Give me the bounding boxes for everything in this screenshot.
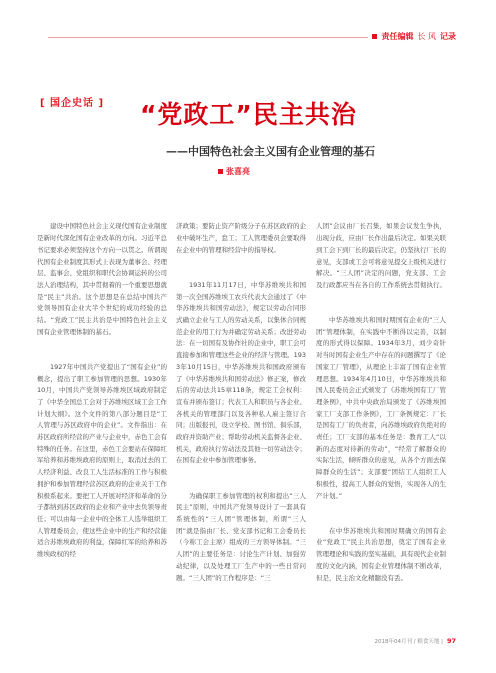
paragraph: 中华苏维埃共和国时期国有企业的“三人团”管理体制，在实践中不断得以完善，以制度的形式得以保障。1934年3月，刘少奇针对当时国有企业生产中存在的问题撰写了《论国家工厂管理》，从理论上丰富了国有企业管理思想。1934年4月10日，中华苏维埃共和国人民委员会正式颁发了《苏维埃国有工厂管理条例》，中共中央政治局颁发了《苏维埃国家工厂支部工作条例》，工厂条例规定：厂长是国有工厂的负责者，向苏维埃政府负绝对的责任；工厂支部的基本任务是：教育工人“以新的态度对待新的劳动”，“经常了解群众的实际生活，倾听群众的意见，从各个方面去保障群众的生活”；支部要“团结工人组织工人积极性，提高工人群众的觉悟，实现各人的生产计划。” [316, 316, 446, 500]
paragraph: 1931年11月17日，中华苏维埃共和国第一次全国苏维埃工农兵代表大会通过了《中华苏维埃共和国劳动法》，规定以劳动合同形式确立企业与工人的劳动关系，以集体合同规范企业的用工行为并确定劳动关系；改进劳动法：在一切国有及协作社的企业中，职工会可直接参加和管理这些企业的经济与管理。1933年10月15日，中华苏维埃共和国政府颁布了《中华苏维埃共和国劳动法》修正案，修改后的劳动法共15章118条，规定工会权利：宣布并颁布签订；代表工人和职员与各企业、各机关的管理部门以及各种私人雇主签订合同；出版报刊，设立学校、图书馆、俱乐部，政府并资助产业；帮助劳动机关监督各企业、机关，政府执行劳动法及其他一切劳动法令；在国有企业中参加管理事务。 [176, 280, 306, 465]
author-name: 张喜亮 [226, 167, 250, 176]
text-column-3 [316, 198, 446, 596]
issue-label: 2018年04月刊 / 粮食天地 | [374, 639, 443, 645]
header-bullet-icon [372, 34, 377, 39]
header-column: 记录 [440, 32, 456, 41]
article-subtitle: ——中国特色社会主义国有企业管理的基石 [166, 145, 375, 158]
column-tag: [ 国企史话 ] [40, 98, 105, 109]
running-header [368, 30, 456, 43]
paragraph: 济政策；要防止资产阶级分子在苏区政府的企业中破坏生产，怠工；工人管理委员会要取得在企业中的管理和经营中的指导权。 [176, 222, 306, 254]
text-column-2 [176, 198, 306, 596]
page-footer [375, 637, 457, 645]
byline-bullet-icon [218, 169, 223, 174]
paragraph: 在中华苏维埃共和国时期确立的国有企业“党政工”民主共治思想，奠定了国有企业管理理论和实践的坚实基础，具有现代企业制度的文化内涵，国有企业管理体制不断改革，但是，民主治文化精髓没有丢。 [316, 526, 446, 582]
paragraph: 1927年中国共产党提出了“国有企业”的概念，提出了职工参加管理的思想。1930年10月，中国共产党领导苏维埃区域政府制定了《中华全国总工会对于苏维埃区域工会工作计划大纲》。这个文件的第八部分题目是“工人管理与苏区政府中的企业”。文件指出：在苏区政府所经营的产业与企业中，赤色工会有特殊的任务。在这里，赤色工会要站在保障红军给养和苏维埃政府的原则上，取消过去的工人经济利益、改良工人生活标准的工作与积极拥护和参加管理经营苏区政府的企业关于工作积极系起来。要把工人开展对经济和革命的分子都纳到苏区政府的企业和产业中去负领导责任；可以由每一企业中的全体工人选举组织工人管理委员会，使这些企业中的生产和经营能适合苏维埃政府的利益，保障红军的给养和苏维埃政权的经 [37, 362, 167, 559]
paragraph: 人团”会议由厂长召集，如果会议发生争执，出现分歧，应由厂长作出最后决定。如果关联到工会下到厂长的最后决定，仍坚执行厂长的意见，支部或工会可将意见提交上级机关进行解决。“三人团”决定的问题，党支部、工会及行政都应当在各自的工作系统去贯彻执行。 [316, 222, 446, 289]
paragraph: 为确保职工参加管理的权利和提出“三人民主”原则，中国共产党领导设计了一套具有系统性的“三人团”管理体制，所谓“三人团”就是指由厂长、党支部书记和工会委员长（今称工会主席）组成的三方领导体制。“三人团”的主要任务是：讨论生产计划、加强劳动纪律，以及处理工厂生产中的一些日常问题。“三人团”的工作程序是：“三 [176, 491, 306, 582]
header-section-label: 责任编辑 [381, 32, 414, 41]
paragraph: 建设中国特色社会主义现代国有企业制度是新时代深化国有企业改革的方向。习近平总书记要求必须坚持这个方向一以贯之。所谓现代国有企业制度其形式上表现为董事会、经理层、监事会、党组织和职代会协调运转的公司法人治理结构，其中贯彻着的一个重要思想就是“民主”共治。这个思想是在总结中国共产党领导国有企业大半个世纪的成功经验的总结。“党政工”民主共治是中国特色社会主义国有企业管理体制的基石。 [37, 222, 167, 336]
text-column-1 [37, 198, 167, 573]
header-editor: 长 风 [417, 32, 436, 41]
author-byline [218, 166, 250, 177]
page-number: 97 [446, 637, 456, 645]
article-title: “党政工”民主共治 [140, 100, 357, 129]
